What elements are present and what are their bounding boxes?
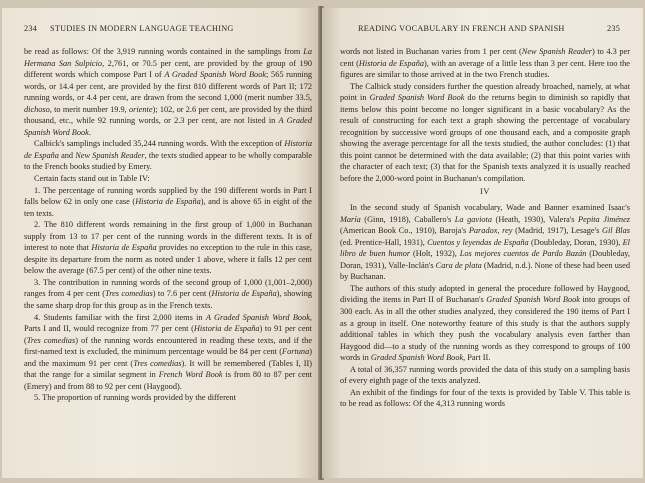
italic-title: New Spanish Reader [521,47,592,56]
paragraph [24,312,312,393]
text-run: The authors of this study adopted in general the procedure followed by Haygood, dividing the items in Part II of Buchanan's [340,283,630,305]
text-run: ), with an average of a little less than 3 per cent. Here too the figures are similar to those arrived at in the two French studies. [340,58,630,80]
italic-title: Historia de España [24,139,312,160]
text-run: 2. The 810 different words remaining in the first group of 1,000 in Buchanan supply from 13 to 17 per cent of the running words in the different texts. It is of interest to note that [24,220,312,253]
page-number: 234 [24,24,38,33]
italic-title: Gil Blas [601,226,630,236]
text-run: ), showing the same sharp drop for this group as in the French texts. [24,289,312,311]
text-run: (American Book Co., 1910), Baroja's [340,226,469,236]
italic-title: Fortuna [282,347,310,357]
italic-title: New Spanish Reader [75,150,145,160]
text-run: Certain facts stand out in Table IV: [34,174,150,184]
text-run: , Parts I and II, would recognize from 77 per cent ( [24,312,312,334]
paragraph [340,387,630,410]
italic-title: Historia de España [358,58,424,68]
text-run: (Doubleday, Doran, 1931), Valle-Inclán's [340,249,630,270]
italic-title: Historia de España [211,289,277,299]
italic-title: Historia de España [193,324,260,334]
left-page [2,8,320,478]
paragraph [24,173,312,185]
text-run: do the returns begin to diminish so rapidly that items below this point become no longer significant in a basic vocabulary? As the result of constructing for each text a graph showing the percentage of vocabulary recognition by successive word groups of one thousand each, and a composite graph showing the average percentage for all the texts studied, the author concludes: (1) that this point cannot be determined with the data available; (2) that this point varies with the character of each text; (3) that for the Spanish texts analyzed it is usually reached before the 2,000-word point in Buchanan's compilation. [340,93,630,184]
paragraph [340,46,630,81]
text-run: In the second study of Spanish vocabulary, Wade and Banner examined Isaac's [350,203,630,213]
italic-title: Graded Spanish Word Book [369,93,465,103]
text-run: , the texts studied appear to be wholly comparable to the French books studied by Emery. [24,150,312,172]
right-page [322,8,643,478]
paragraph [340,202,630,283]
text-run: ) to 4.3 per cent ( [340,47,630,68]
italic-title: oriente [129,104,153,114]
paragraph [340,81,630,185]
text-run: ) of the running words encountered in reading these texts, and if the first-named text is excluded, the minimum percentage would be 84 per cent ( [24,335,313,357]
italic-title: Graded Spanish Word Book [370,353,464,363]
text-run: (Madrid, n.d.). None of these had been used by Buchanan. [340,260,630,282]
paragraph [24,138,312,173]
text-run: words not listed in Buchanan varies from 1 per cent ( [340,47,522,56]
text-run: provides no exception to the rule in this case, despite its departure from the norm as noted under 1 above, where it falls 12 per cent below the average (67.5 per cent) of the other nine texts. [24,243,312,276]
text-run: . [88,127,91,137]
text-run: 1. The percentage of running words supplied by the 190 different words in Part I falls below 62 in only one case ( [24,185,312,207]
italic-title: Historia de España [91,243,157,253]
italic-title: Los mejores cuentos de Pardo Bazán [459,249,587,259]
right-page-body [340,46,630,410]
text-run: (Madrid, 1917), Lesage's [512,226,602,236]
text-run: , Part II. [463,353,491,363]
italic-title: A Graded Spanish Word Book [205,312,310,322]
text-run: and [58,150,76,160]
paragraph [340,283,630,364]
text-run: , 2,761, or 70.5 per cent, are provided by the group of 190 different words which compose Part I of [24,58,312,80]
text-run: into groups of 300 each. As in all the other studies analyzed, they considered the 190 items of Part I as a group in itself. One noteworthy feature of this study is that the authors supply additional tables in which they push the vocabulary analysis even farther than Haygood did—to a study of the running words as they correspond to groups of 100 words in [340,295,630,363]
text-run: ; 565 running words, or 14.4 per cent, are provided by the first 810 different words of Part II; 172 running words, or 4.4 per cent, are drawn from the second 1,000 (merit number 33.5, [24,70,312,103]
italic-title: Cara de plata [435,260,482,270]
text-run: (Heath, 1930), Valera's [492,214,579,224]
text-run: (Ginn, 1918), Caballero's [360,214,455,224]
italic-title: La Hermana San Sulpicio [24,47,312,68]
italic-title: Pepita Jiménez [578,214,630,224]
italic-title: A Graded Spanish Word Book [24,116,313,137]
italic-title: French Word Book [158,370,223,380]
left-page-body [24,46,312,404]
text-run: ); 102, or 2.6 per cent, are provided by the third thousand, etc., while 92 running words, or 2.3 per cent, are not listed in [24,104,312,126]
italic-title: Tres comedias [26,335,76,345]
text-run: A total of 36,357 running words provided the data of this study on a sampling basis of every eighth page of the texts analyzed. [340,364,630,386]
text-run: , to merit number 19.9, [49,104,129,114]
text-run: ) and the maximum 91 per cent ( [24,347,312,368]
paragraph [24,219,312,277]
paragraph [340,364,630,387]
italic-title: María [340,214,361,224]
text-run: ). It will be remembered (Tables I, II) that the range for a similar segment in [24,358,312,380]
italic-title: A Graded Spanish Word Book [164,70,267,80]
italic-title: Tres comedias [105,289,153,299]
text-run: Calbick's samplings included 35,244 running words. With the exception of [34,139,285,149]
italic-title: Paradox, rey [468,226,513,236]
italic-title: Historia de España [135,197,201,207]
paragraph [24,185,312,220]
text-run: (Holt, 1932), [410,249,460,259]
italic-title: Cuentos y leyendas de España [427,237,529,247]
section-heading: IV [480,186,490,196]
italic-title: dichoso [24,104,50,114]
text-run: be read as follows: Of the 3,919 running words contained in the samplings from [24,47,304,56]
text-run: ), and is above 65 in eight of the ten texts. [24,197,312,218]
running-head: READING VOCABULARY IN FRENCH AND SPANISH [358,24,565,33]
text-run: (ed. Prentice-Hall, 1931), [340,237,428,247]
text-run: is from 80 to 87 per cent (Emery) and from 88 to 92 per cent (Haygood). [24,370,312,391]
italic-title: Graded Spanish Word Book [486,295,580,305]
italic-title: Tres comedias [133,358,182,368]
running-head: STUDIES IN MODERN LANGUAGE TEACHING [50,24,234,33]
text-run: ) to 7.6 per cent ( [152,289,212,299]
paragraph [24,46,312,138]
text-run: The Calbick study considers further the question already broached, namely, at what point in [340,81,630,103]
text-run: 5. The proportion of running words provided by the different [34,393,237,403]
paragraph [24,392,312,404]
text-run: ) to 91 per cent ( [24,324,312,345]
italic-title: El libro de buen humor [340,237,630,259]
text-run: 3. The contribution in running words of the second group of 1,000 (1,001–2,000) ranges from 4 per cent ( [24,277,312,299]
text-run: An exhibit of the findings for four of the texts is provided by Table V. This table is to be read as follows: Of the 4,313 running words [340,387,630,409]
text-run: 4. Students familiar with the first 2,000 items in [34,312,206,322]
page-number: 235 [607,24,621,33]
paragraph [24,277,312,312]
italic-title: La gaviota [454,214,492,224]
text-run: (Doubleday, Doran, 1930), [528,237,623,247]
